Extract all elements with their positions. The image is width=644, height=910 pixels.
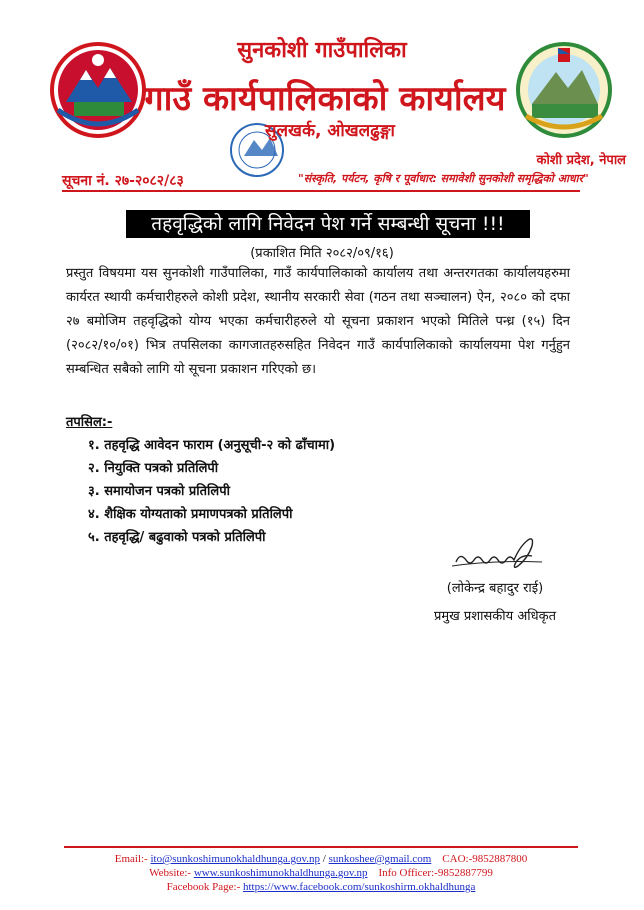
list-item: ४. शैक्षिक योग्यताको प्रमाणपत्रको प्रतिलिपी — [88, 507, 293, 522]
list-item: २. नियुक्ति पत्रको प्रतिलिपी — [88, 461, 219, 476]
website-link[interactable]: www.sunkoshimunokhaldhunga.gov.np — [193, 867, 368, 879]
notice-body: प्रस्तुत विषयमा यस सुनकोशी गाउँपालिका, गाउँ कार्यपालिकाको कार्यालय तथा अन्तरगतका कार्यालयहरुमा कार्यरत स्थायी कर्मचारीहरुले कोशी प्रदेश, स्थानीय सरकारी सेवा (गठन तथा सञ्चालन) ऐन, २०८० को दफा २७ बमोजिम तहवृद्धिको योग्य भएका कर्मचारीहरुले यो सूचना प्रकाशन भएको मितिले पन्ध्र (१५) दिन (२०८२/१०/०१) भित्र तपसिलका कागजातहरुसहित निवेदन गाउँ कार्यपालिकाको कार्यालयमा पेश गर्नुहुन सम्बन्धित सबैको लागि यो सूचना प्रकाशन गरिएको छ। — [66, 266, 570, 377]
signer-name: (लोकेन्द्र बहादुर राई) — [446, 581, 544, 596]
email-label: Email:- — [114, 853, 148, 865]
list-item: १. तहवृद्धि आवेदन फाराम (अनुसूची-२ को ढाँचामा) — [88, 438, 336, 453]
signer-designation: प्रमुख प्रशासकीय अधिकृत — [433, 609, 557, 624]
list-item: ३. समायोजन पत्रको प्रतिलिपी — [88, 484, 230, 499]
footer — [64, 852, 578, 894]
email-link-1[interactable]: ito@sunkoshimunokhaldhunga.gov.np — [150, 853, 321, 865]
place-name: सुलखर्क, ओखलढुङ्गा — [265, 121, 395, 141]
header-divider — [62, 190, 580, 192]
slogan: "संस्कृति, पर्यटन, कृषि र पूर्वाधार: समावेशी सुनकोशी समृद्धिको आधार" — [298, 172, 589, 185]
email-separator: / — [322, 853, 326, 865]
footer-website-line — [64, 866, 578, 880]
cao-phone: CAO:-9852887800 — [442, 853, 528, 865]
notice-title: तहवृद्धिको लागि निवेदन पेश गर्ने सम्बन्धी सूचना !!! — [126, 210, 530, 238]
info-officer-phone: Info Officer:-9852887799 — [378, 867, 493, 879]
document-list — [88, 434, 335, 549]
list-item: ५. तहवृद्धि/ बढुवाको पत्रको प्रतिलिपी — [88, 530, 266, 545]
office-title: गाउँ कार्यपालिकाको कार्यालय — [144, 79, 506, 119]
footer-divider — [64, 846, 578, 848]
published-date: (प्रकाशित मिति २०८२/०९/१६) — [250, 246, 394, 261]
facebook-label: Facebook Page:- — [166, 881, 241, 893]
reference-number: सूचना नं. २७-२०८२/८३ — [62, 173, 184, 189]
email-link-2[interactable]: sunkoshee@gmail.com — [328, 853, 432, 865]
facebook-link[interactable]: https://www.facebook.com/sunkoshirm.okhaldhunga — [242, 881, 476, 893]
province-name: कोशी प्रदेश, नेपाल — [536, 153, 626, 168]
details-heading: तपसिल:- — [66, 415, 113, 430]
signature-icon — [450, 530, 562, 580]
municipality-name: सुनकोशी गाउँपालिका — [237, 38, 407, 63]
footer-email-line — [64, 852, 578, 866]
footer-facebook-line — [64, 880, 578, 894]
website-label: Website:- — [149, 867, 192, 879]
